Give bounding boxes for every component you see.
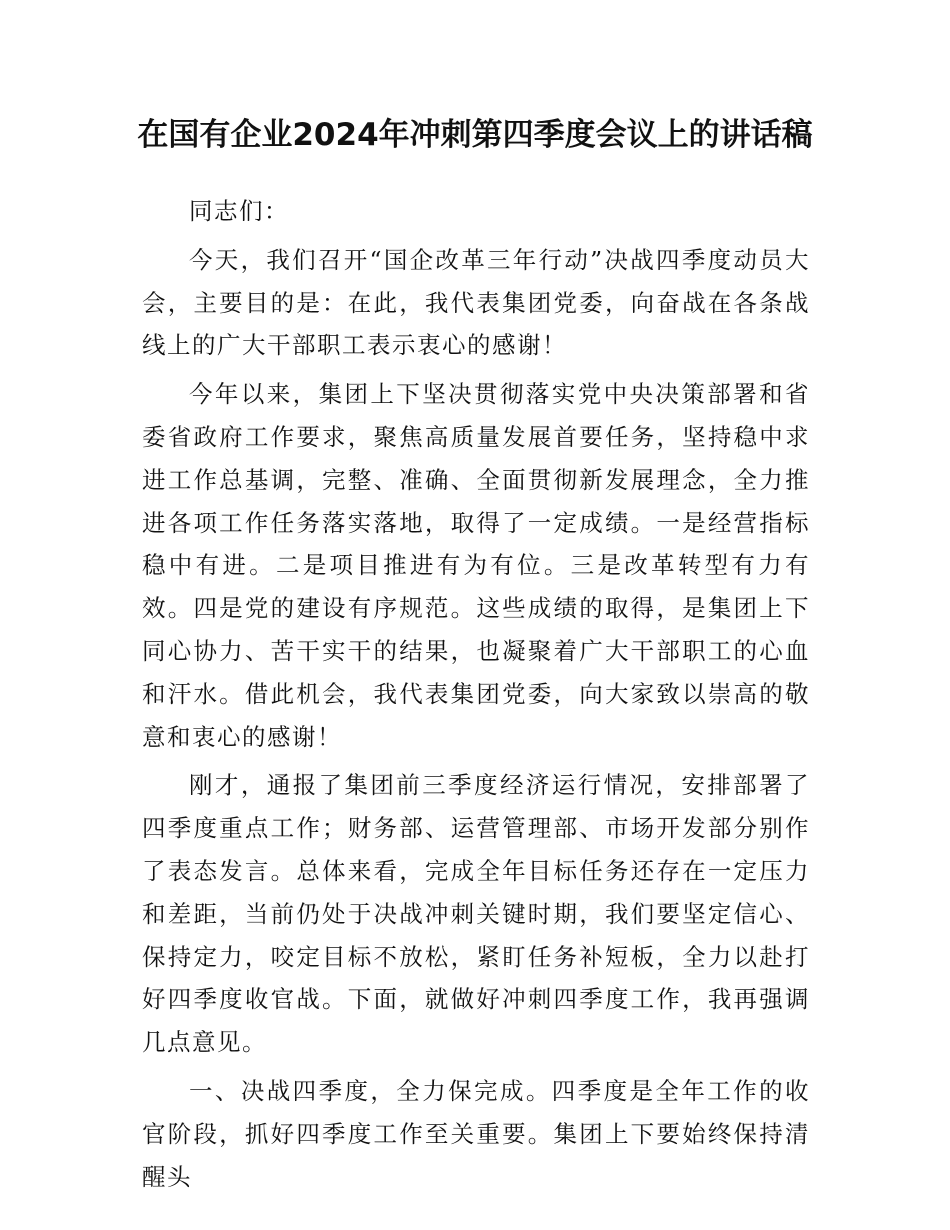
paragraph-2: 今年以来，集团上下坚决贯彻落实党中央决策部署和省委省政府工作要求，聚焦高质量发展首要任务，坚持稳中求进工作总基调，完整、准确、全面贯彻新发展理念，全力推进各项工作任务落实落地，取得了一定成绩。一是经营指标稳中有进。二是项目推进有为有位。三是改革转型有力有效。四是党的建设有序规范。这些成绩的取得，是集团上下同心协力、苦干实干的结果，也凝聚着广大干部职工的心血和汗水。借此机会，我代表集团党委，向大家致以崇高的敬意和衷心的感谢！ xyxy=(142,380,810,751)
document-body xyxy=(142,190,810,1204)
document-title: 在国有企业2024年冲刺第四季度会议上的讲话稿 xyxy=(137,117,813,153)
paragraph-4: 一、决战四季度，全力保完成。四季度是全年工作的收官阶段，抓好四季度工作至关重要。集团上下要始终保持清醒头 xyxy=(142,1076,810,1191)
paragraph-3: 刚才，通报了集团前三季度经济运行情况，安排部署了四季度重点工作；财务部、运营管理部、市场开发部分别作了表态发言。总体来看，完成全年目标任务还存在一定压力和差距，当前仍处于决战冲刺关键时期，我们要坚定信心、保持定力，咬定目标不放松，紧盯任务补短板，全力以赴打好四季度收官战。下面，就做好冲刺四季度工作，我再强调几点意见。 xyxy=(142,771,810,1057)
paragraph-1: 今天，我们召开“国企改革三年行动”决战四季度动员大会，主要目的是：在此，我代表集团党委，向奋战在各条战线上的广大干部职工表示衷心的感谢！ xyxy=(142,245,810,360)
salutation: 同志们： xyxy=(189,197,289,225)
